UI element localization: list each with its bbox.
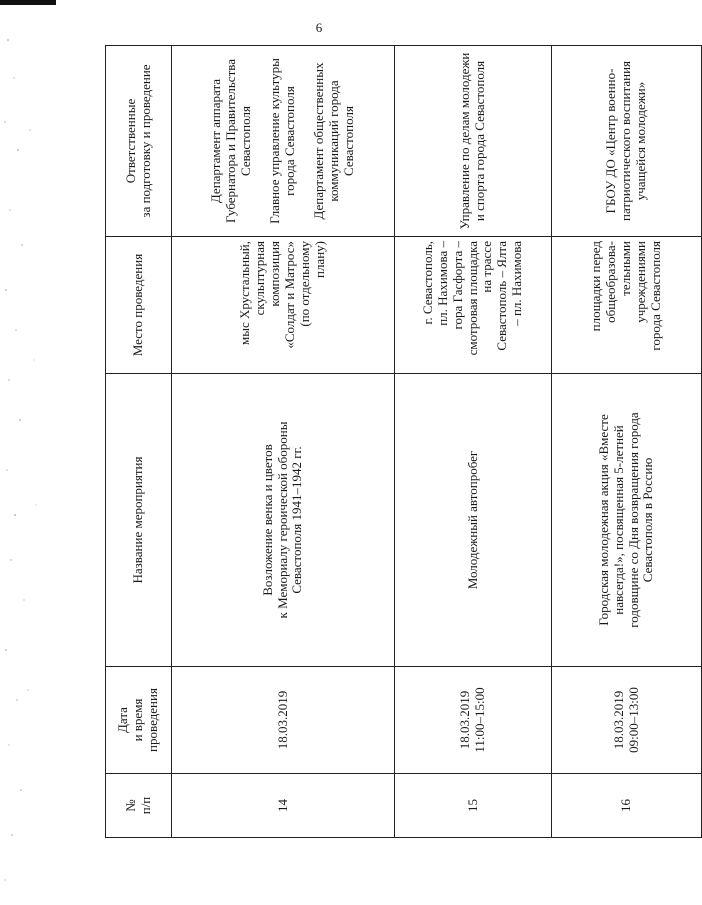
header-responsible: Ответственные за подготовку и проведение (106, 46, 172, 237)
row-responsible: Управление по делам молодежи и спорта города Севастополя (395, 46, 552, 237)
header-place: Место проведения (106, 237, 172, 374)
row-date: 18.03.2019 (172, 667, 395, 774)
row-date: 18.03.2019 11:00–15:00 (395, 667, 552, 774)
row-responsible: Департамент аппарата Губернатора и Правительства Севастополя Главное управление культуры города Севастополя Департамент общественных коммуникаций города Севастополя (172, 46, 395, 237)
row-place: мыс Хрустальный, скульптурная композиция «Солдат и Матрос» (по отдельному плану) (172, 237, 395, 374)
row-place: г. Севастополь, пл. Нахимова – гора Гасфорта – смотровая площадка на трассе Севастополь – Ялта – пл. Нахимова (395, 237, 552, 374)
header-date: Дата и время проведения (106, 667, 172, 774)
scan-speckles (0, 0, 70, 905)
row-event-name: Возложение венка и цветов к Мемориалу героической обороны Севастополя 1941–1942 гг. (172, 374, 395, 667)
row-place: площадки перед общеобразова- тельными учреждениями города Севастополя (552, 237, 702, 374)
header-event-name: Название мероприятия (106, 374, 172, 667)
table-row (552, 46, 702, 838)
row-responsible: ГБОУ ДО «Центр военно- патриотического воспитания учащейся молодежи» (552, 46, 702, 237)
table-row (172, 46, 395, 838)
row-number: 16 (552, 774, 702, 838)
row-event-name: Городская молодежная акция «Вместе навсегда!», посвященная 5-летней годовщине со Дня возвращения города Севастополя в Россию (552, 374, 702, 667)
page-number: 6 (315, 20, 323, 35)
header-number: № п/п (106, 774, 172, 838)
table-header-row (106, 46, 172, 838)
row-event-name: Молодежный автопробег (395, 374, 552, 667)
row-number: 15 (395, 774, 552, 838)
row-number: 14 (172, 774, 395, 838)
row-date: 18.03.2019 09:00–13:00 (552, 667, 702, 774)
rotated-table-container (105, 46, 663, 838)
table-row (395, 46, 552, 838)
events-table (105, 45, 702, 838)
